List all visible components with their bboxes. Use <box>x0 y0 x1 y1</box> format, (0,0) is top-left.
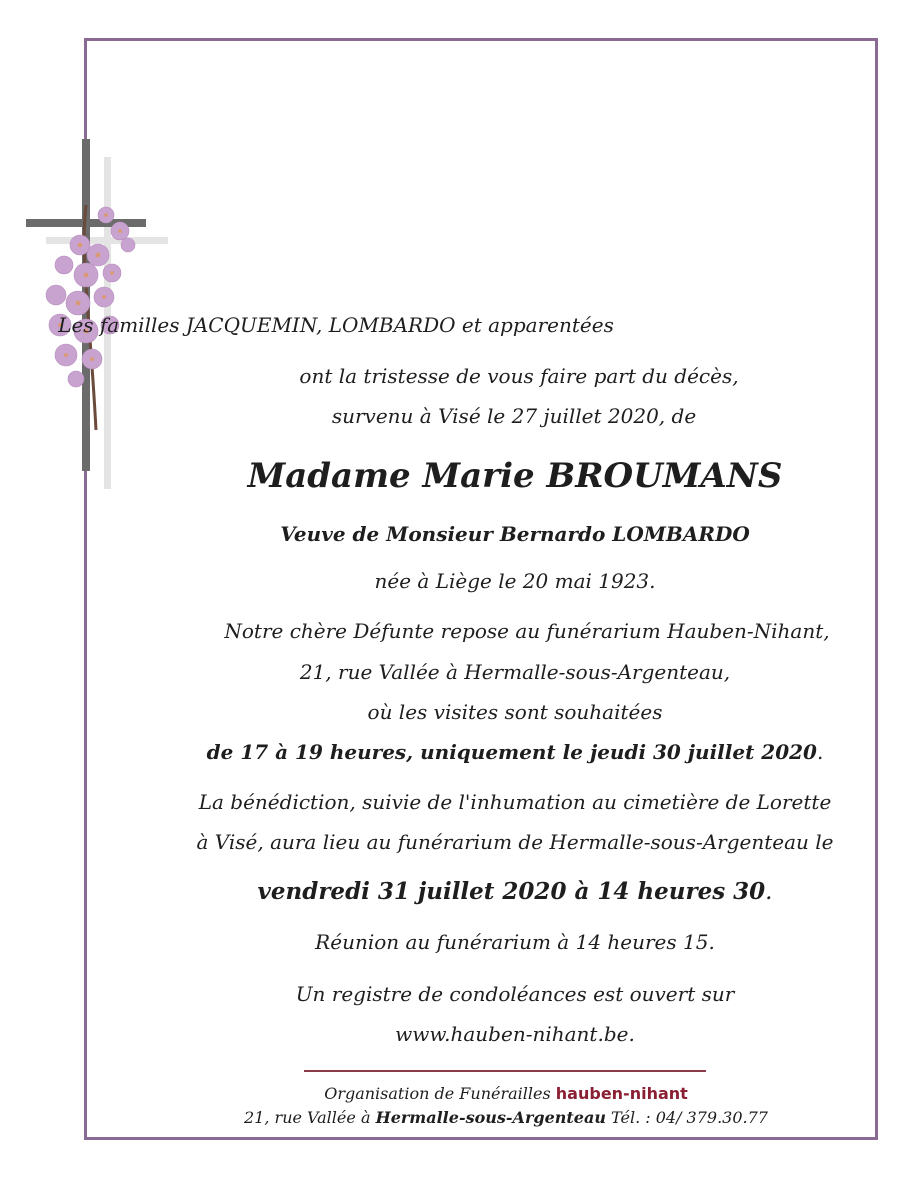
birth-line: née à Liège le 20 mai 1923. <box>374 569 656 593</box>
blessing-line-2: à Visé, aura lieu au funérarium de Hermalle-sous-Argenteau le <box>196 830 834 854</box>
blessing-line-1: La bénédiction, suivie de l'inhumation au cimetière de Lorette <box>198 790 832 814</box>
sadness-line: ont la tristesse de vous faire part du décès, <box>299 364 739 388</box>
footer-address <box>47 1108 918 1127</box>
ceremony-date: vendredi 31 juillet 2020 à 14 heures 30 <box>257 878 766 905</box>
phone: Tél. : 04/ 379.30.77 <box>611 1108 768 1127</box>
occurred-line: survenu à Visé le 27 juillet 2020, de <box>331 404 697 428</box>
footer-divider <box>304 1070 706 1072</box>
families-line: Les familles JACQUEMIN, LOMBARDO et apparentées <box>58 313 614 337</box>
address-prefix: 21, rue Vallée à <box>244 1108 371 1127</box>
organisation-label: Organisation de Funérailles <box>324 1084 551 1103</box>
meeting-line: Réunion au funérarium à 14 heures 15. <box>315 930 715 954</box>
deceased-name: Madame Marie BROUMANS <box>247 456 783 496</box>
brand-logo: hauben-nihant <box>555 1084 688 1103</box>
visits-line: où les visites sont souhaitées <box>367 700 663 724</box>
rests-line: Notre chère Défunte repose au funérarium Hauben-Nihant, <box>224 619 830 643</box>
visit-hours: de 17 à 19 heures, uniquement le jeudi 30 juillet 2020 <box>206 740 817 764</box>
widow-line: Veuve de Monsieur Bernardo LOMBARDO <box>280 522 750 546</box>
footer-organisation <box>47 1084 918 1103</box>
town: Hermalle-sous-Argenteau <box>375 1108 606 1127</box>
address-line: 21, rue Vallée à Hermalle-sous-Argenteau, <box>299 660 731 684</box>
register-line: Un registre de condoléances est ouvert sur <box>295 982 735 1006</box>
website-line: www.hauben-nihant.be. <box>395 1022 635 1046</box>
visit-hours-line: de 17 à 19 heures, uniquement le jeudi 30 juillet 2020. <box>206 740 824 764</box>
ceremony-line: vendredi 31 juillet 2020 à 14 heures 30. <box>257 878 773 905</box>
